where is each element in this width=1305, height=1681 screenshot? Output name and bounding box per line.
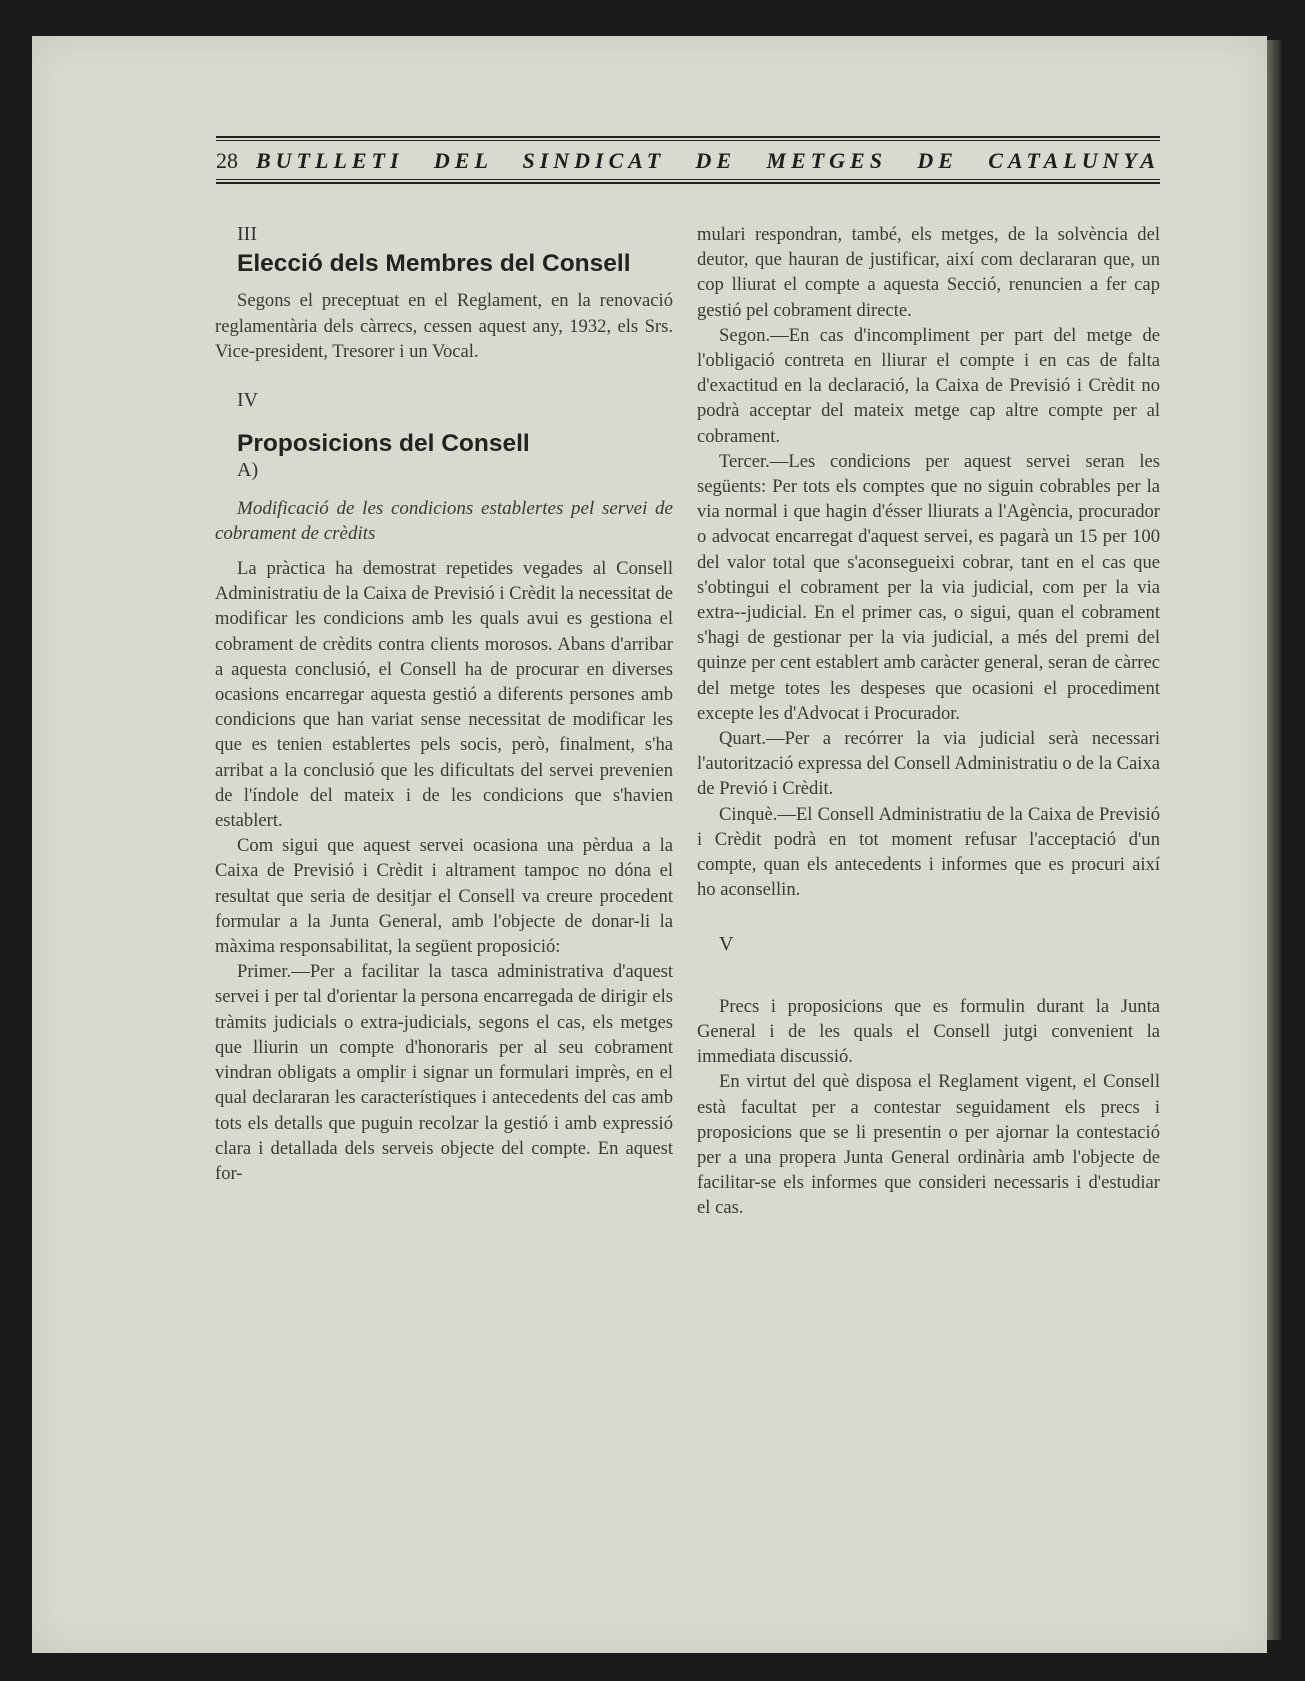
journal-title: BUTLLETI DEL SINDICAT DE METGES DE CATALUNYA <box>256 148 1160 173</box>
paragraph: mulari respondran, també, els metges, de la solvència del deutor, que hauran de justificar, així com declararan que, un cop lliurat el compte a aquesta Secció, renuncien a fer cap gestió pel cobrament directe. <box>697 224 1160 321</box>
right-column <box>697 222 1160 1221</box>
section-title-proposals: Proposicions del Consell <box>237 430 530 458</box>
header-rule-top-thin <box>216 140 1160 141</box>
paragraph: Cinquè.—El Consell Administratiu de la Caixa de Previsió i Crèdit podrà en tot moment refusar l'acceptació d'un compte, quan els antecedents i informes que es procuri així ho aconsellin. <box>697 803 1160 901</box>
paragraph: En virtut del què disposa el Reglament vigent, el Consell està facultat per a contestar seguidament els precs i proposicions que se li presentin o per ajornar la contestació per a una propera Junta General ordinària amb l'objecte de facilitar-se els informes que consideri necessaris i d'estudiar el cas. <box>697 1071 1160 1219</box>
header-row <box>216 143 1160 179</box>
paragraph: Precs i proposicions que es formulin durant la Junta General i de les quals el Consell jutgi convenient la immediata discussió. <box>697 995 1160 1068</box>
header-rule-top <box>216 136 1160 138</box>
paragraph: Com sigui que aquest servei ocasiona una pèrdua a la Caixa de Previsió i Crèdit i altrament tampoc no dóna el resultat que seria de desitjar el Consell va creure procedent formular a la Junta General, amb l'objecte de donar-li la màxima responsabilitat, la següent proposició: <box>215 835 673 958</box>
section-title-election: Elecció dels Membres del Consell <box>237 250 631 278</box>
subsection-title: Modificació de les condicions establertes pel servei de cobrament de crèdits <box>215 497 673 544</box>
section-number-v: V <box>719 933 734 956</box>
page-number: 28 <box>216 148 238 173</box>
paragraph: Segons el preceptuat en el Reglament, en la renovació reglamentària dels càrrecs, cessen aquest any, 1932, els Srs. Vice-president, Tresorer i un Vocal. <box>215 290 673 362</box>
paragraph: Quart.—Per a recórrer la via judicial serà necessari l'autorització expressa del Consell Administratiu o de la Caixa de Previó i Crèdit. <box>697 728 1160 800</box>
running-header <box>216 136 1160 186</box>
section-number-iii: III <box>237 223 257 245</box>
left-column <box>215 222 673 1186</box>
page-edge <box>1267 40 1281 1640</box>
paragraph: La pràctica ha demostrat repetides vegades al Consell Administratiu de la Caixa de Previsió i Crèdit la necessitat de modificar les condicions amb les quals avui es gestiona el cobrament de crèdits contra clients morosos. Abans d'arribar a aquesta conclusió, el Consell ha de procurar en diverses ocasions encarregar aquesta gestió a diferents persones amb condicions que han variat sense necessitat de modificar les que es tenien establertes pels socis, però, finalment, s'ha arribat a la conclusió que les dificultats del servei prevenien de l'índole del mateix i de les condicions que s'havien establert. <box>215 558 673 832</box>
paragraph: Primer.—Per a facilitar la tasca administrativa d'aquest servei i per tal d'orientar la persona encarregada de dirigir els tràmits judicials o extra-judicials, segons el cas, els metges que lliurin un compte d'honoraris per al seu cobrament vindran obligats a omplir i signar un formulari imprès, en el qual declararan les característiques i antecedents del cas amb tots els detalls que puguin recolzar la gestió i amb expressió clara i detallada dels serveis objecte del compte. En aquest for- <box>215 961 673 1184</box>
section-number-iv: IV <box>237 389 259 412</box>
paragraph: Segon.—En cas d'incompliment per part del metge de l'obligació contreta en lliurar el compte i en cas de falta d'exactitud en la declaració, la Caixa de Previsió i Crèdit no podrà acceptar del mateix metge cap altre compte per al cobrament. <box>697 324 1160 447</box>
subsection-letter: A) <box>237 459 259 482</box>
paragraph: Tercer.—Les condicions per aquest servei seran les següents: Per tots els comptes que no siguin cobrables per la via normal i que hagin d'ésser lliurats a l'Agència, procurador o advocat encarregat d'aquest servei, es pagarà un 15 per 100 del valor total que s'aconsegueixi cobrar, tant en el cas que s'obtingui el cobrament per la via judicial, com per la via extra--judicial. En el primer cas, o sigui, quan el cobrament s'hagi de gestionar per la via judicial, a més del premi del quinze per cent establert amb caràcter general, seran de càrrec del metge totes les despeses que ocasioni el procediment excepte les d'Advocat i Procurador. <box>697 450 1160 724</box>
header-rule-bottom <box>216 182 1160 184</box>
header-rule-bottom-thin <box>216 179 1160 180</box>
